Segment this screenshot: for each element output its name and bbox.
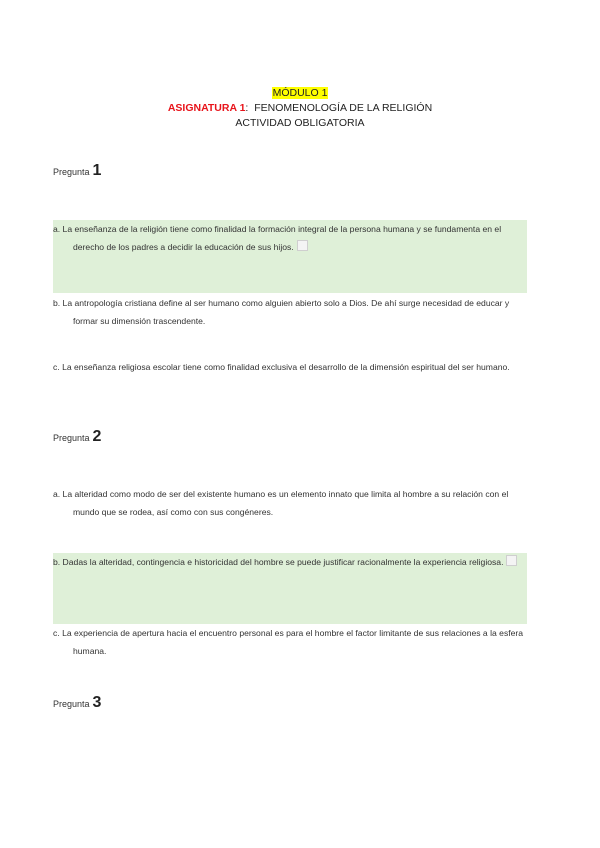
answer-text: c. La experiencia de apertura hacia el encuentro personal es para el hombre el factor limitante de sus relaciones a la esfera humana. <box>53 628 524 656</box>
answer-text: b. La antropología cristiana define al ser humano como alguien abierto solo a Dios. De ahí surge necesidad de educar y formar su dimensión trascendente. <box>53 298 510 326</box>
question-number: 2 <box>92 428 102 445</box>
question-1-label <box>53 162 101 180</box>
correct-checkbox-icon <box>297 240 308 251</box>
answer-text: c. La enseñanza religiosa escolar tiene como finalidad exclusiva el desarrollo de la dimensión espiritual del ser humano. <box>53 362 510 372</box>
question-label-text: Pregunta <box>53 167 90 177</box>
answer-option-2b[interactable] <box>53 553 527 624</box>
question-number: 1 <box>92 162 102 179</box>
answer-text: b. Dadas la alteridad, contingencia e historicidad del hombre se puede justificar racionalmente la experiencia religiosa. <box>53 557 504 567</box>
answer-option-1c[interactable] <box>53 358 527 376</box>
document-header <box>0 86 600 131</box>
question-number: 3 <box>92 694 102 711</box>
answer-option-2a[interactable] <box>53 485 527 521</box>
question-label-text: Pregunta <box>53 433 90 443</box>
subject-separator: : <box>245 102 249 114</box>
answer-option-1a[interactable] <box>53 220 527 293</box>
activity-title: ACTIVIDAD OBLIGATORIA <box>235 117 365 129</box>
subject-name: FENOMENOLOGÍA DE LA RELIGIÓN <box>254 102 433 114</box>
answer-text: a. La alteridad como modo de ser del existente humano es un elemento innato que limita al hombre a su relación con el mundo que se rodea, así como con sus congéneres. <box>53 489 509 517</box>
answer-option-1b[interactable] <box>53 294 527 330</box>
question-2-label <box>53 428 101 446</box>
module-title: MÓDULO 1 <box>272 87 328 99</box>
answer-option-2c[interactable] <box>53 624 527 660</box>
subject-label: ASIGNATURA 1 <box>167 102 246 114</box>
answer-text: a. La enseñanza de la religión tiene como finalidad la formación integral de la persona humana y se fundamenta en el derecho de los padres a decidir la educación de sus hijos. <box>53 224 502 252</box>
correct-checkbox-icon <box>506 555 517 566</box>
subject-line <box>0 101 600 116</box>
question-3-label <box>53 694 101 712</box>
question-label-text: Pregunta <box>53 699 90 709</box>
